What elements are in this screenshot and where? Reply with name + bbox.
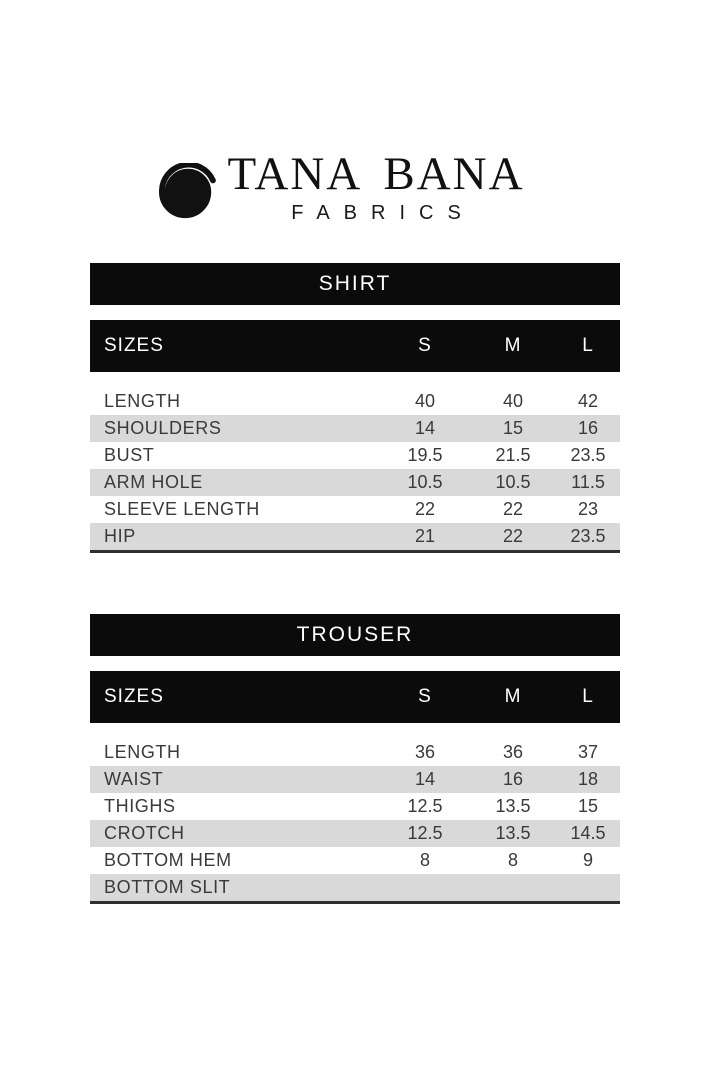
row-value: 21: [414, 526, 436, 546]
trouser-size-table: [90, 614, 620, 904]
table-row: [90, 766, 620, 793]
brand-wordmark: [227, 148, 525, 225]
table-row: [90, 820, 620, 847]
row-value: 18: [577, 769, 599, 789]
row-value: 40: [502, 391, 524, 411]
row-value: 14: [414, 418, 436, 438]
row-label: HIP: [104, 526, 136, 546]
row-value: 23: [577, 499, 599, 519]
row-value: 19.5: [407, 445, 443, 465]
row-value: 36: [502, 742, 524, 762]
trouser-title-bar: [90, 614, 620, 656]
row-value: 13.5: [495, 823, 531, 843]
row-value: 40: [414, 391, 436, 411]
shirt-title: SHIRT: [318, 272, 392, 295]
spiral-icon: [159, 163, 217, 221]
shirt-sizes-header-row: [90, 320, 620, 372]
table-row: [90, 388, 620, 415]
sizes-header-label: SIZES: [104, 335, 164, 356]
row-value: 23.5: [570, 445, 606, 465]
shirt-title-bar: [90, 263, 620, 305]
row-label: SHOULDERS: [104, 418, 222, 438]
size-column-m: M: [504, 335, 522, 356]
row-value: 12.5: [407, 823, 443, 843]
row-value: 13.5: [495, 796, 531, 816]
row-value: 8: [507, 850, 518, 870]
table-row: [90, 523, 620, 550]
row-value: 14.5: [570, 823, 606, 843]
size-column-l: L: [582, 335, 594, 356]
row-label: LENGTH: [104, 742, 181, 762]
row-label: CROTCH: [104, 823, 185, 843]
row-value: 22: [502, 526, 524, 546]
row-value: 16: [502, 769, 524, 789]
table-row: [90, 874, 620, 901]
size-column-s: S: [418, 335, 432, 356]
table-row: [90, 793, 620, 820]
row-label: SLEEVE LENGTH: [104, 499, 260, 519]
row-label: BOTTOM SLIT: [104, 877, 231, 897]
table-row: [90, 442, 620, 469]
row-label: BOTTOM HEM: [104, 850, 232, 870]
trouser-sizes-header-row: [90, 671, 620, 723]
table-row: [90, 847, 620, 874]
row-value: 42: [577, 391, 599, 411]
table-row: [90, 739, 620, 766]
row-value: 15: [502, 418, 524, 438]
brand-name: TANA BANA: [227, 148, 525, 200]
row-value: 12.5: [407, 796, 443, 816]
row-value: 8: [419, 850, 430, 870]
sizes-header-label: SIZES: [104, 686, 164, 707]
row-value: 23.5: [570, 526, 606, 546]
row-value: 36: [414, 742, 436, 762]
row-value: 9: [582, 850, 593, 870]
row-value: 37: [577, 742, 599, 762]
table-row: [90, 496, 620, 523]
trouser-measurement-rows: [90, 739, 620, 904]
row-value: 22: [414, 499, 436, 519]
row-label: THIGHS: [104, 796, 176, 816]
row-label: ARM HOLE: [104, 472, 203, 492]
table-row: [90, 415, 620, 442]
size-column-l: L: [582, 686, 594, 707]
shirt-measurement-rows: [90, 388, 620, 553]
row-value: 10.5: [407, 472, 443, 492]
size-column-m: M: [504, 686, 522, 707]
row-value: 22: [502, 499, 524, 519]
row-value: 15: [577, 796, 599, 816]
row-value: 21.5: [495, 445, 531, 465]
row-value: 16: [577, 418, 599, 438]
shirt-size-table: [90, 263, 620, 553]
row-value: 10.5: [495, 472, 531, 492]
row-value: 14: [414, 769, 436, 789]
size-column-s: S: [418, 686, 432, 707]
row-label: WAIST: [104, 769, 164, 789]
row-label: LENGTH: [104, 391, 181, 411]
table-row: [90, 469, 620, 496]
trouser-title: TROUSER: [296, 623, 414, 646]
brand-logo: [0, 148, 702, 225]
brand-subtitle: FABRICS: [291, 202, 475, 224]
row-label: BUST: [104, 445, 155, 465]
row-value: 11.5: [571, 472, 605, 492]
